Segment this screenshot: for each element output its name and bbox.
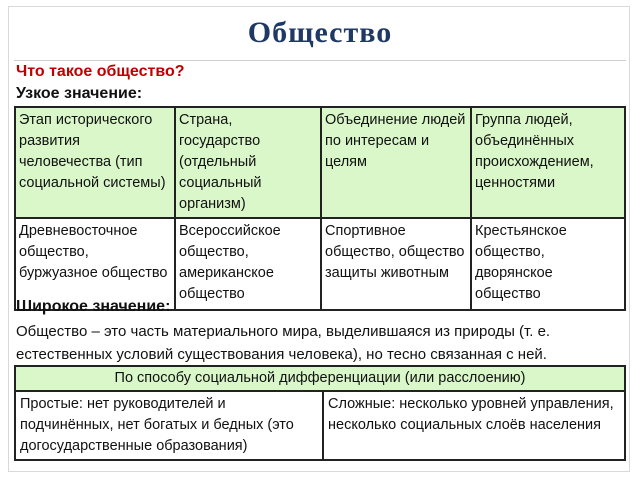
narrow-example-cell: Спортивное общество, общество защиты животным <box>321 218 471 310</box>
narrow-example-cell: Крестьянское общество, дворянское общество <box>471 218 625 310</box>
simple-societies-cell: Простые: нет руководителей и подчинённых, нет богатых и бедных (это догосударственные образования) <box>15 391 323 460</box>
narrow-header-cell: Страна, государство (отдельный социальный организм) <box>175 107 321 218</box>
differentiation-table <box>14 365 626 461</box>
question-heading: Что такое общество? <box>16 63 185 80</box>
wide-meaning-label: Широкое значение: <box>16 298 171 315</box>
differentiation-header-row <box>15 366 625 391</box>
complex-societies-cell: Сложные: несколько уровней управления, несколько социальных слоёв населения <box>323 391 625 460</box>
narrow-header-cell: Этап исторического развития человечества (тип социальной системы) <box>15 107 175 218</box>
title-divider <box>14 60 626 61</box>
narrow-example-cell: Древневосточное общество, буржуазное общество <box>15 218 175 310</box>
narrow-example-cell: Всероссийское общество, американское общество <box>175 218 321 310</box>
narrow-header-row <box>15 107 625 218</box>
narrow-meaning-table <box>14 106 626 311</box>
differentiation-body-row <box>15 391 625 460</box>
slide-title: Общество <box>247 16 393 49</box>
narrow-example-row <box>15 218 625 310</box>
wide-meaning-definition: Общество – это часть материального мира, выделившаяся из природы (т. е. естественных условий существования человека), но тесно связанная с ней. <box>16 323 551 363</box>
narrow-header-cell: Объединение людей по интересам и целям <box>321 107 471 218</box>
narrow-header-cell: Группа людей, объединённых происхождением, ценностями <box>471 107 625 218</box>
narrow-meaning-label: Узкое значение: <box>16 85 143 102</box>
differentiation-header: По способу социальной дифференциации (или расслоению) <box>15 366 625 391</box>
